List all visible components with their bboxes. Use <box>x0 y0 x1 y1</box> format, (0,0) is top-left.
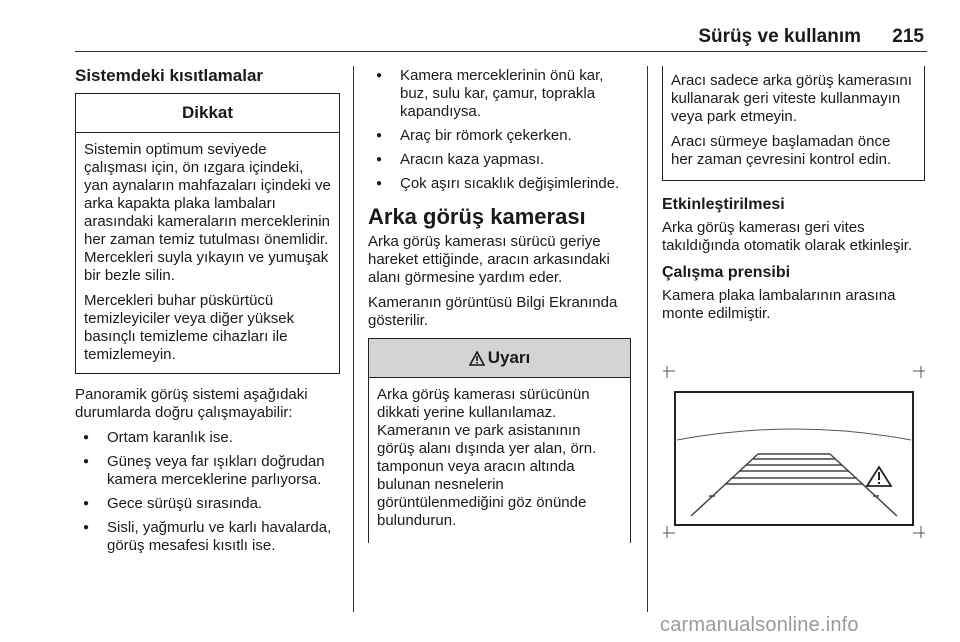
list-item: ● Sisli, yağmurlu ve karlı havalarda, görüş mesafesi kısıtlı ise. <box>75 519 340 555</box>
watermark: carmanualsonline.info <box>660 614 859 636</box>
body-paragraph: Arka görüş kamerası sürücü geriye hareket ettiğinde, aracın arkasındaki alanı görmesine yardım eder. <box>368 233 610 286</box>
warning-box-continued <box>662 66 925 181</box>
warning-text: Arka görüş kamerası sürücünün dikkati yerine kullanılamaz. Kameranın ve park asistanının görüş alanı dışında yer alan, örn. tamponun veya aracın altında bulunan nesnelerin görüntülenmediğini göz önünde bulundurun. <box>377 386 597 529</box>
warning-header <box>369 339 630 378</box>
limitation-list-continued <box>368 67 631 193</box>
list-item: ● Güneş veya far ışıkları doğrudan kamera merceklerine parlıyorsa. <box>75 453 340 489</box>
column-2 <box>368 67 631 543</box>
column-3 <box>662 66 925 330</box>
header-rule <box>75 51 927 52</box>
list-item: ● Gece sürüşü sırasında. <box>75 495 340 513</box>
rear-camera-display-illustration <box>663 366 925 538</box>
section-heading: Sistemdeki kısıtlamalar <box>75 66 264 85</box>
limitation-list <box>75 429 340 555</box>
warning-text: Aracı sadece arka görüş kamerasını kullanarak geri viteste kullanmayın veya park etmeyin. <box>671 72 912 125</box>
list-item: ● Araç bir römork çekerken. <box>368 127 631 145</box>
warning-triangle-icon <box>469 351 485 366</box>
column-separator-1 <box>353 66 354 612</box>
intro-text: Panoramik görüş sistemi aşağıdaki durumlarda doğru çalışmayabilir: <box>75 386 308 421</box>
subheading-principle: Çalışma prensibi <box>662 264 791 281</box>
caution-paragraph: Sistemin optimum seviyede çalışması için, ön ızgara içindeki, yan aynaların mahfazaları içindeki ve arka kapakta plaka lambaları arasındaki kameraların merceklerinin her zaman temiz tutulması önemlidir. Mercekleri suyla yıkayın ve yumuşak bir bezle silin. <box>84 141 331 284</box>
column-separator-2 <box>647 66 648 612</box>
caution-box <box>75 93 340 374</box>
body-paragraph: Kameranın görüntüsü Bilgi Ekranında gösterilir. <box>368 294 618 329</box>
caution-title: Dikkat <box>76 94 339 133</box>
list-item: ● Kamera merceklerinin önü kar, buz, sulu kar, çamur, toprakla kapandıysa. <box>368 67 631 121</box>
warning-title: Uyarı <box>487 348 531 367</box>
warning-box <box>368 338 631 543</box>
warning-text: Aracı sürmeye başlamadan önce her zaman çevresini kontrol edin. <box>671 133 892 168</box>
list-item: ● Ortam karanlık ise. <box>75 429 340 447</box>
subheading-activation: Etkinleştirilmesi <box>662 196 785 213</box>
caution-paragraph: Mercekleri buhar püskürtücü temizleyiciler veya diğer yüksek basınçlı temizleme cihazları ile temizlemeyin. <box>84 292 295 363</box>
body-paragraph: Arka görüş kamerası geri vites takıldığında otomatik olarak etkinleşir. <box>662 219 913 254</box>
list-item: ● Aracın kaza yapması. <box>368 151 631 169</box>
body-paragraph: Kamera plaka lambalarının arasına monte edilmiştir. <box>662 287 896 322</box>
list-item: ● Çok aşırı sıcaklık değişimlerinde. <box>368 175 631 193</box>
section-title: Sürüş ve kullanım <box>698 26 861 47</box>
column-1 <box>75 60 340 561</box>
page-header <box>75 26 927 50</box>
section-heading: Arka görüş kamerası <box>368 204 586 229</box>
page-number: 215 <box>892 26 924 47</box>
